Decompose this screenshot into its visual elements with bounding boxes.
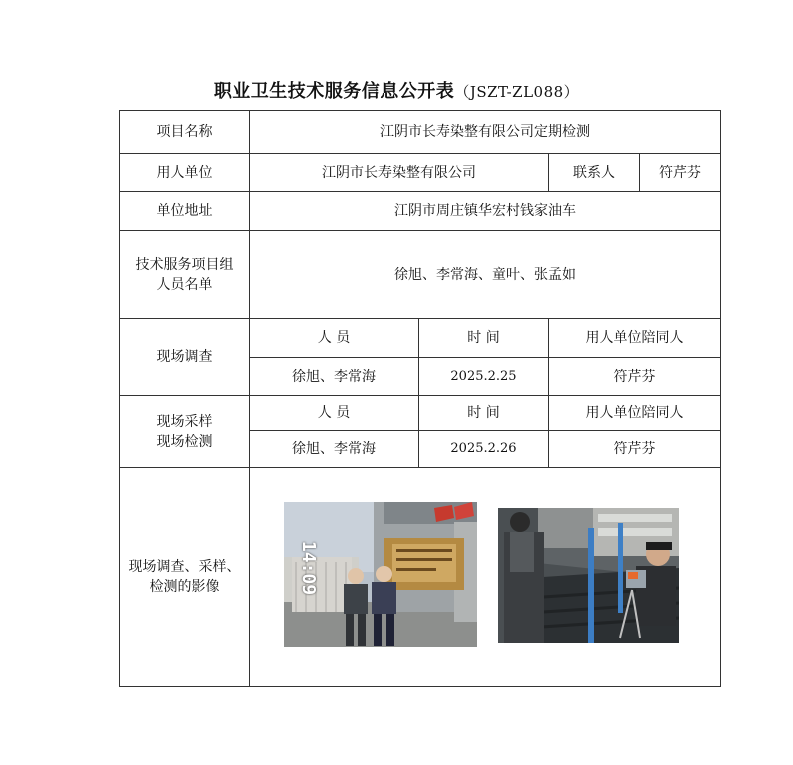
- survey-header-person: 人 员: [250, 319, 419, 358]
- sampling-label: [120, 396, 250, 468]
- survey-date: 2025.2.25: [419, 358, 549, 396]
- sampling-escort: 符芹芬: [549, 431, 721, 468]
- row-address: [120, 192, 721, 231]
- contact-value: 符芹芬: [640, 154, 721, 192]
- images-label: [120, 468, 250, 687]
- sampling-label-line1: 现场采样: [156, 413, 213, 430]
- row-survey-header: [120, 319, 721, 358]
- row-images: [120, 468, 721, 687]
- sampling-person: 徐旭、李常海: [250, 431, 419, 468]
- team-label: [120, 231, 250, 319]
- site-survey-photo: [284, 502, 477, 647]
- row-project-name: [120, 111, 721, 154]
- title-code: （JSZT-ZL088）: [454, 83, 580, 101]
- info-table: [119, 110, 721, 687]
- survey-label: 现场调查: [120, 319, 250, 396]
- images-cell: [250, 468, 721, 687]
- row-employer: [120, 154, 721, 192]
- page-title: [0, 77, 793, 103]
- sampling-header-time: 时 间: [419, 396, 549, 431]
- team-value: 徐旭、李常海、童叶、张孟如: [250, 231, 721, 319]
- survey-header-time: 时 间: [419, 319, 549, 358]
- survey-escort: 符芹芬: [549, 358, 721, 396]
- images-label-line1: 现场调查、采样、: [128, 559, 241, 575]
- team-label-line2: 人员名单: [156, 276, 213, 293]
- images-label-line2: 检测的影像: [149, 579, 220, 595]
- contact-label: 联系人: [549, 154, 640, 192]
- row-team: [120, 231, 721, 319]
- survey-person: 徐旭、李常海: [250, 358, 419, 396]
- sampling-header-person: 人 员: [250, 396, 419, 431]
- photo-timestamp: 14:09: [298, 540, 319, 596]
- survey-header-escort: 用人单位陪同人: [549, 319, 721, 358]
- sampling-date: 2025.2.26: [419, 431, 549, 468]
- employer-label: 用人单位: [120, 154, 250, 192]
- employer-value: 江阴市长寿染整有限公司: [250, 154, 549, 192]
- project-name-value: 江阴市长寿染整有限公司定期检测: [250, 111, 721, 154]
- title-main: 职业卫生技术服务信息公开表: [213, 81, 455, 102]
- project-name-label: 项目名称: [120, 111, 250, 154]
- address-label: 单位地址: [120, 192, 250, 231]
- row-sampling-header: [120, 396, 721, 431]
- sampling-header-escort: 用人单位陪同人: [549, 396, 721, 431]
- sampling-label-line2: 现场检测: [156, 433, 213, 450]
- site-sampling-photo: [498, 508, 679, 643]
- address-value: 江阴市周庄镇华宏村钱家油车: [250, 192, 721, 231]
- team-label-line1: 技术服务项目组: [135, 256, 234, 273]
